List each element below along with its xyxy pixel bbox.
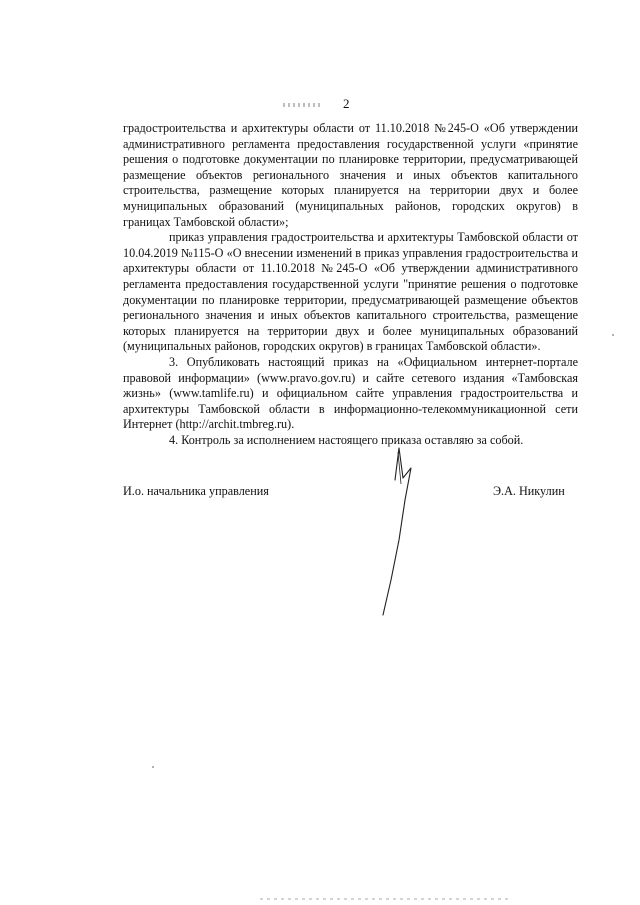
scan-artifact: [260, 898, 510, 900]
paragraph-item-3: 3. Опубликовать настоящий приказ на «Официальном интернет-портале правовой информации» (www.pravo.gov.ru) и сайте сетевого издания «Тамбовская жизнь» (www.tamlife.ru) и официальном сайте управления градостроительства и архитектуры Тамбовской области в информационно-телекоммуникационной сети Интернет (http://archit.tmbreg.ru).: [123, 354, 578, 432]
paragraph-item-4: 4. Контроль за исполнением настоящего приказа оставляю за собой.: [169, 432, 524, 447]
scan-artifact: [283, 103, 323, 107]
page-number: 2: [343, 96, 350, 111]
signatory-title: И.о. начальника управления: [123, 484, 269, 498]
document-body: [123, 121, 578, 448]
handwritten-signature: [365, 440, 435, 620]
signatory-name: Э.А. Никулин: [493, 484, 565, 498]
paragraph-continuation: градостроительства и архитектуры области от 11.10.2018 №245-О «Об утверждении административного регламента предоставления государственной услуги «принятие решения о подготовке документации по планировке территории, предусматривающей размещение объектов регионального значения и иных объектов капитального строительства, размещение которых планируется на территории двух и более муниципальных образований (муниципальных районов, городских округов) в границах Тамбовской области»;: [123, 121, 578, 229]
scan-speck: [612, 334, 614, 336]
scan-speck: [152, 766, 154, 768]
paragraph-order-reference: приказ управления градостроительства и архитектуры Тамбовской области от 10.04.2019 №115-О «О внесении изменений в приказ управления градостроительства и архитектуры области от 11.10.2018 №245-О «Об утверждении административного регламента предоставления государственной услуги "принятие решения о подготовке документации по планировке территории, предусматривающей размещение объектов регионального значения и иных объектов капитального строительства, размещение которых планируется на территории двух и более муниципальных образований (муниципальных районов, городских округов) в границах Тамбовской области».: [123, 230, 578, 354]
